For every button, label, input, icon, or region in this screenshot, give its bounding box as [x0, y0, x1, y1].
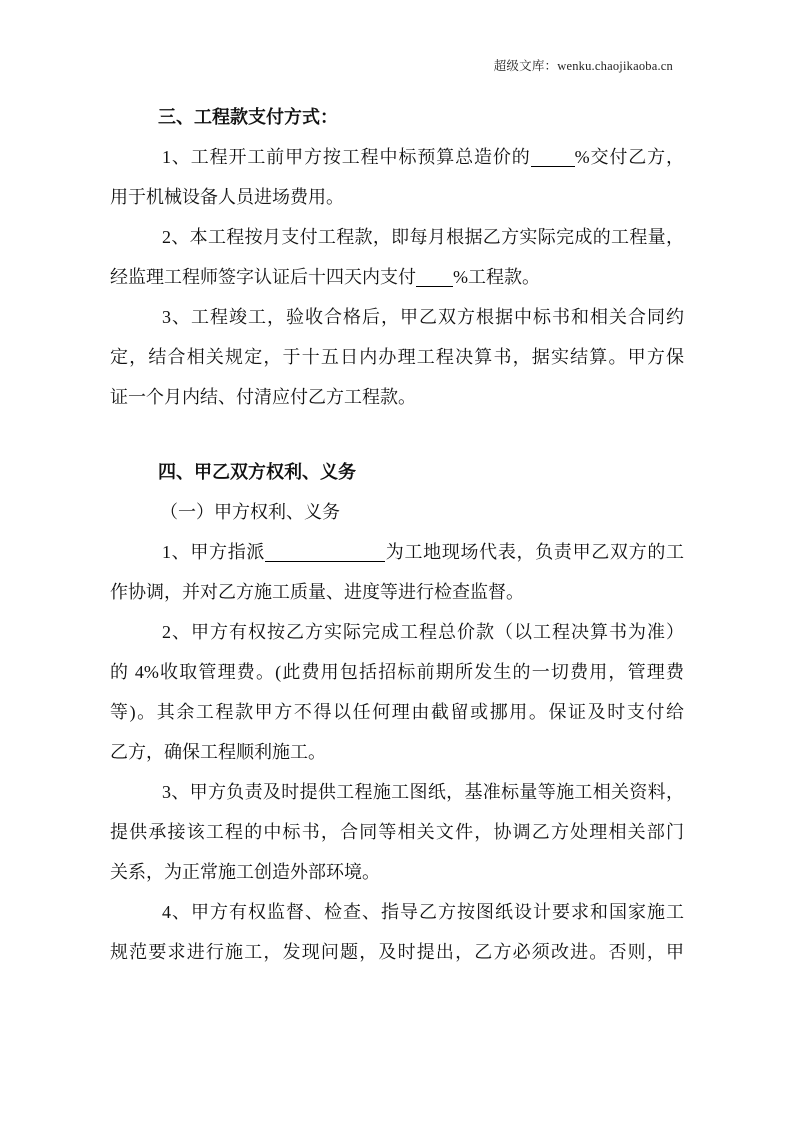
s4-p1-line1: [110, 532, 684, 572]
s4-p2-line1: 2、甲方有权按乙方实际完成工程总价款（以工程决算书为准）: [162, 622, 684, 642]
s4-p2-line4: 乙方，确保工程顺利施工。: [110, 742, 326, 762]
s3-p3-line2: 定，结合相关规定，于十五日内办理工程决算书，据实结算。甲方保: [110, 347, 684, 367]
s3-p2-line1: 2、本工程按月支付工程款，即每月根据乙方实际完成的工程量，: [162, 227, 684, 247]
section-4-subtitle: （一）甲方权利、义务: [160, 502, 340, 522]
section-3-title: 三、工程款支付方式：: [158, 107, 338, 127]
monthly-percent-blank-field: [416, 264, 453, 287]
s4-p3-line1: 3、甲方负责及时提供工程施工图纸，基准标量等施工相关资料，: [162, 782, 684, 802]
s4-p2-line3: 等)。其余工程款甲方不得以任何理由截留或挪用。保证及时支付给: [110, 702, 684, 722]
s4-p2-line2: 的 4%收取管理费。(此费用包括招标前期所发生的一切费用，管理费: [110, 662, 684, 682]
text: 1、甲方指派: [162, 542, 266, 562]
text: %交付乙方，: [574, 147, 685, 167]
document-body: [110, 97, 684, 972]
text: 经监理工程师签字认证后十四天内支付: [110, 267, 416, 287]
s4-p4-line2: 规范要求进行施工，发现问题，及时提出，乙方必须改进。否则，甲: [110, 942, 684, 962]
s4-p3-line3: 关系，为正常施工创造外部环境。: [110, 862, 380, 882]
text: 1、工程开工前甲方按工程中标预算总造价的: [162, 147, 531, 167]
s3-p1-line2: 用于机械设备人员进场费用。: [110, 187, 344, 207]
text: %工程款。: [453, 267, 540, 287]
text: 为工地现场代表，负责甲乙双方的工: [385, 542, 685, 562]
s4-p4-line1: 4、甲方有权监督、检查、指导乙方按图纸设计要求和国家施工: [162, 902, 684, 922]
representative-blank-field: [265, 539, 385, 562]
section-4-title: 四、甲乙双方权利、义务: [158, 462, 356, 482]
s3-p3-line1: 3、工程竣工，验收合格后，甲乙双方根据中标书和相关合同约: [162, 307, 684, 327]
s4-p1-line2: 作协调，并对乙方施工质量、进度等进行检查监督。: [110, 582, 524, 602]
s3-p3-line3: 证一个月内结、付清应付乙方工程款。: [110, 387, 416, 407]
s3-p2-line2: [110, 257, 684, 297]
page-header-source: 超级文库：wenku.chaojikaoba.cn: [493, 59, 673, 73]
percent-blank-field: [531, 144, 575, 167]
s4-p3-line2: 提供承接该工程的中标书，合同等相关文件，协调乙方处理相关部门: [110, 822, 684, 842]
s3-p1-line1: [110, 137, 684, 177]
section-gap: [110, 417, 684, 452]
